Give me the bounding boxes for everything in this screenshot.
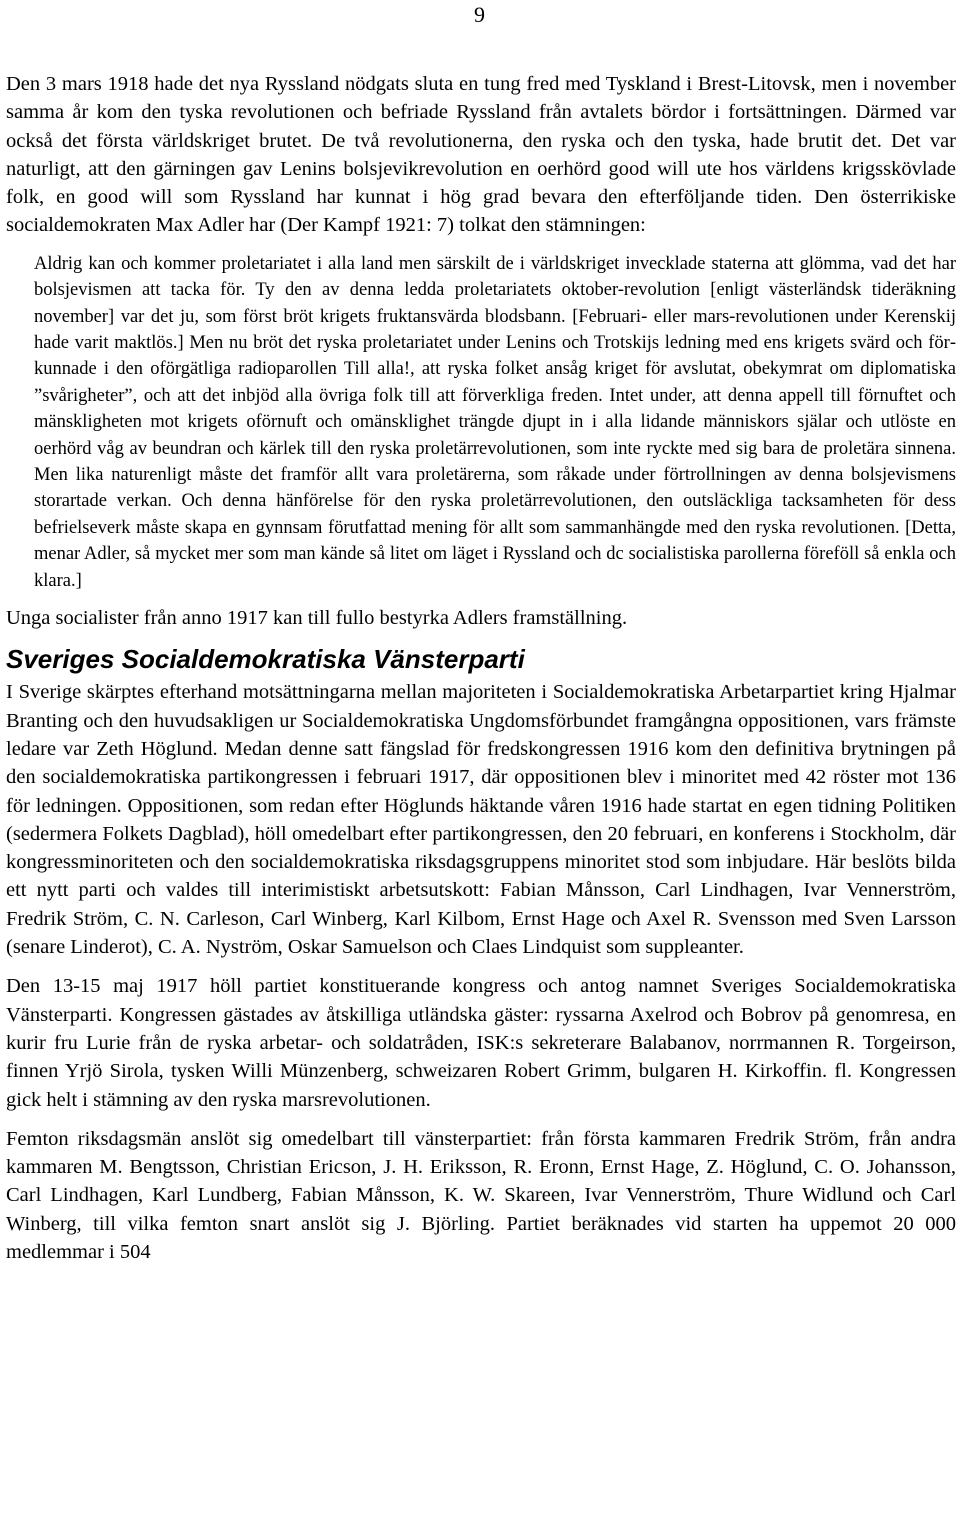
section-paragraph-1: I Sverige skärptes efterhand motsättningarna mellan majoriteten i Socialdemokratiska Arbetarpartiet kring Hjalmar Branting och den huvudsakligen ur Socialdemokratiska Ungdomsförbundet framgångna oppositionen, vars främste ledare var Zeth Höglund. Medan denne satt fängslad för fredskongressen 1916 kom den definitiva brytningen på den socialdemokratiska partikongressen i februari 1917, där oppositionen blev i minoritet med 42 röster mot 136 för ledningen. Oppositionen, som redan efter Höglunds häktande våren 1916 hade startat en egen tidning Politiken (sedermera Folkets Dagblad), höll omedelbart efter partikongressen, den 20 februari, en konferens i Stockholm, där kongressminoriteten och den socialdemokratiska riksdagsgruppens minoritet stod som inbjudare. Här beslöts bilda ett nytt parti och valdes till interimistiskt arbetsutskott: Fabian Månsson, Carl Lindhagen, Ivar Vennerström, Fredrik Ström, C. N. Carleson, Carl Winberg, Karl Kilbom, Ernst Hage och Axel R. Svensson med Sven Larsson (senare Linderot), C. A. Nyström, Oskar Samuelson och Claes Lindquist som suppleanter.	[6, 681, 956, 959]
block-quote-adler: Aldrig kan och kommer proletariatet i alla land men särskilt de i världskriget invecklade staterna att glömma, vad det har bolsjevismen att tacka för. Ty den av denna ledda proletariatets oktober-revolution [enligt västerländsk tideräkning november] var det ju, som först bröt krigets fruktansvärda blodsbann. [Februari- eller mars-revolutionen under Kerenskij hade varit maktlös.] Men nu bröt det ryska proletariatet under Lenins och Trotskijs ledning med ens krigets svärd och förkunnade i den oförgätliga radioparollen Till alla!, att ryska folket ansåg kriget för avslutat, obekymrat om diplomatiska ”svårigheter”, och att det inbjöd alla övriga folk till att förverkliga freden. Intet under, att denna appell till förnuftet och mänskligheten mot krigets oförnuft och omänsklighet trängde djupt in i alla lidande människors själar och utlöste en oerhörd våg av beundran och kärlek till den ryska proletärrevolutionen, som inte ryckte med sig bara de proletära sinnena. Men lika naturenligt måste det framför allt vara proletärerna, som råkade under förtrollningen av denna bolsjevismens storartade verkan. Och denna hänförelse för den ryska proletärrevolutionen, den outsläckliga tacksamheten för dess befrielseverk måste skapa en gynnsam förutfattad mening för allt som sammanhängde med den ryska revolutionen. [Detta, menar Adler, så mycket mer som man kände så litet om läget i Ryssland och dc socialistiska parollerna föreföll så enkla och klara.]	[34, 253, 956, 591]
section-heading: Sveriges Socialdemokratiska Vänsterparti	[6, 644, 525, 675]
page-number: 9	[474, 2, 485, 27]
paragraph-intro: Den 3 mars 1918 hade det nya Ryssland nödgats sluta en tung fred med Tyskland i Brest-Litovsk, men i november samma år kom den tyska revolutionen och befriade Ryssland från avtalets bördor i fortsättningen. Därmed var också det första världskriget brutet. De två revolutionerna, den ryska och den tyska, hade brutit det. Det var naturligt, att den gärningen gav Lenins bolsjevikrevolution en oerhörd good will ute hos världens krigsskövlade folk, en good will som Ryssland har kunnat i hög grad bevara den efterföljande tiden. Den österrikiske socialdemokraten Max Adler har (Der Kampf 1921: 7) tolkat den stämningen:	[6, 73, 956, 237]
paragraph-after-quote: Unga socialister från anno 1917 kan till fullo bestyrka Adlers framställning.	[6, 607, 628, 630]
section-paragraph-2: Den 13-15 maj 1917 höll partiet konstituerande kongress och antog namnet Sveriges Socialdemokratiska Vänsterparti. Kongressen gästades av åtskilliga utländska gäster: ryssarna Axelrod och Bobrov på genomresa, en kurir fru Lurie från de ryska arbetar- och soldatråden, ISK:s sekreterare Balabanov, norrmannen R. Torgeirson, finnen Yrjö Sirola, tysken Willi Münzenberg, schweizaren Robert Grimm, bulgaren H. Kirkoffin. fl. Kongressen gick helt i stämning av den ryska marsrevolutionen.	[6, 975, 956, 1111]
section-paragraph-3: Femton riksdagsmän anslöt sig omedelbart till vänsterpartiet: från första kammaren Fredrik Ström, från andra kammaren M. Bengtsson, Christian Ericson, J. H. Eriksson, R. Eronn, Ernst Hage, Z. Höglund, C. O. Johansson, Carl Lindhagen, Karl Lundberg, Fabian Månsson, K. W. Skareen, Ivar Vennerström, Thure Widlund och Carl Winberg, till vilka femton snart anslöt sig J. Björling. Partiet beräknades vid starten ha uppemot 20 000 medlemmar i 504	[6, 1127, 956, 1263]
document-body	[6, 70, 956, 1277]
